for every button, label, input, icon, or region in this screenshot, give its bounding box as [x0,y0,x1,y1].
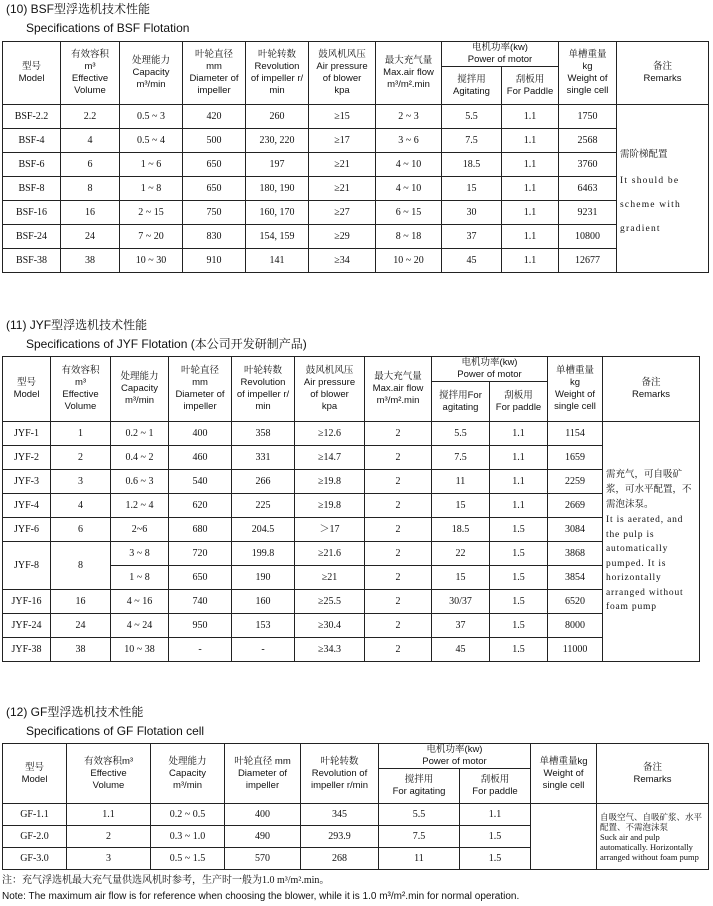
cell: BSF-4 [3,129,61,153]
cell: 1.1 [490,470,548,494]
cell: 2 ~ 15 [120,201,183,225]
jyf-th-model: 型号 Model [3,357,51,422]
cell: 5.5 [432,422,490,446]
bsf-th-agitating: 搅拌用 Agitating [442,67,502,105]
bsf-th-diameter: 叶轮直径 mm Diameter of impeller [183,42,246,105]
cell: 6 ~ 15 [376,201,442,225]
jyf-th-weight: 单槽重量 kg Weight of single cell [548,357,603,422]
cell: GF-3.0 [3,848,67,870]
cell [531,804,597,870]
bsf-title-cn: (10) BSF型浮选机技术性能 [6,2,151,16]
bsf-remarks-cell [617,105,709,273]
gf-th-weight: 单槽重量kg Weight of single cell [531,744,597,804]
cell: 2 [365,542,432,566]
cell: 2.2 [61,105,120,129]
cell: 1.1 [67,804,151,826]
cell: 3 [67,848,151,870]
cell: 1.1 [490,494,548,518]
bsf-th-remarks: 备注 Remarks [617,42,709,105]
cell: 6 [51,518,111,542]
gf-th-volume: 有效容积m³ Effective Volume [67,744,151,804]
cell: 358 [232,422,295,446]
cell: 22 [432,542,490,566]
cell: 2 [365,470,432,494]
cell: 720 [169,542,232,566]
cell: ≥21.6 [295,542,365,566]
cell: ≥27 [309,201,376,225]
cell: 1.5 [490,542,548,566]
table-row [3,201,709,225]
cell: 2259 [548,470,603,494]
cell: 1.1 [460,804,531,826]
jyf-remark-en: It is aerated, and the pulp is automatically pumped. It is horizontally arranged without foam pump [606,515,684,613]
cell: 153 [232,614,295,638]
cell: 0.6 ~ 3 [111,470,169,494]
note-cn: 注：充气浮选机最大充气量供选风机时参考，生产时一般为1.0 m³/m².min。 [2,875,330,886]
bsf-remark-en: It should be scheme with gradient [620,176,681,234]
gf-th-capacity: 处理能力 Capacity m³/min [151,744,225,804]
cell: JYF-1 [3,422,51,446]
jyf-th-volume: 有效容积 m³ Effective Volume [51,357,111,422]
cell: 3 ~ 8 [111,542,169,566]
cell: 1.1 [502,153,559,177]
cell: 1.1 [502,177,559,201]
cell: 1 ~ 8 [120,177,183,201]
cell: 8 [51,542,111,590]
cell: 266 [232,470,295,494]
table-row [3,422,700,446]
cell: 199.8 [232,542,295,566]
cell: 1750 [559,105,617,129]
cell: 1 [51,422,111,446]
gf-remark-en: Suck air and pulp automatically. Horizontally arranged without foam pump [600,831,699,862]
cell: 2 [365,566,432,590]
cell: 204.5 [232,518,295,542]
cell: 7.5 [432,446,490,470]
cell: 293.9 [301,826,379,848]
bsf-th-paddle: 刮板用 For Paddle [502,67,559,105]
gf-th-agitating: 搅拌用 For agitating [379,769,460,804]
cell: 154, 159 [246,225,309,249]
cell: 420 [183,105,246,129]
cell: 18.5 [442,153,502,177]
cell: 460 [169,446,232,470]
cell: 620 [169,494,232,518]
cell: 3868 [548,542,603,566]
bsf-th-revolution: 叶轮转数 Revolution of impeller r/ min [246,42,309,105]
jyf-spec-table [2,356,700,662]
table-row [3,225,709,249]
cell: 1.5 [490,518,548,542]
table-row [3,542,700,566]
cell: 225 [232,494,295,518]
cell: BSF-24 [3,225,61,249]
gf-th-model: 型号 Model [3,744,67,804]
cell: 345 [301,804,379,826]
table-row [3,590,700,614]
cell: 1.5 [490,638,548,662]
cell: 10 ~ 30 [120,249,183,273]
cell: 7.5 [442,129,502,153]
cell: 160 [232,590,295,614]
cell: 45 [432,638,490,662]
table-row [3,177,709,201]
table-row [3,105,709,129]
table-row [3,249,709,273]
cell: ≥29 [309,225,376,249]
cell: 1659 [548,446,603,470]
cell: ≥14.7 [295,446,365,470]
cell: 190 [232,566,295,590]
jyf-th-power: 电机功率(kw) Power of motor [432,357,548,382]
cell: 15 [432,494,490,518]
cell: 0.2 ~ 0.5 [151,804,225,826]
cell: 16 [51,590,111,614]
cell: 1.2 ~ 4 [111,494,169,518]
cell: 11000 [548,638,603,662]
cell: 1.1 [502,105,559,129]
cell: 12677 [559,249,617,273]
cell: JYF-6 [3,518,51,542]
cell: 400 [169,422,232,446]
cell: ≥12.6 [295,422,365,446]
cell: ≥34.3 [295,638,365,662]
cell: 6 [61,153,120,177]
cell: ≥19.8 [295,494,365,518]
cell: BSF-6 [3,153,61,177]
jyf-header-row-1 [3,357,700,382]
cell: BSF-2.2 [3,105,61,129]
cell: 2 ~ 3 [376,105,442,129]
cell: 1 ~ 6 [120,153,183,177]
jyf-title-en: Specifications of JYF Flotation (本公司开发研制产品) [26,337,307,351]
jyf-title-cn: (11) JYF型浮选机技术性能 [6,318,148,332]
gf-title-en: Specifications of GF Flotation cell [26,724,205,738]
cell: 10800 [559,225,617,249]
bsf-th-capacity: 处理能力 Capacity m³/min [120,42,183,105]
cell: 18.5 [432,518,490,542]
jyf-th-paddle: 刮板用 For paddle [490,382,548,422]
cell: 680 [169,518,232,542]
cell: 2 [365,494,432,518]
cell: ≥15 [309,105,376,129]
table-row [3,470,700,494]
cell: 490 [225,826,301,848]
cell: 650 [183,153,246,177]
cell: 0.3 ~ 1.0 [151,826,225,848]
jyf-th-diameter: 叶轮直径 mm Diameter of impeller [169,357,232,422]
cell: 750 [183,201,246,225]
cell: 1.1 [502,201,559,225]
table-row [3,129,709,153]
cell: ≥17 [309,129,376,153]
gf-spec-table [2,743,709,870]
cell: 7 ~ 20 [120,225,183,249]
cell: 2 [365,614,432,638]
cell: 2 [365,638,432,662]
cell: 400 [225,804,301,826]
cell: 6463 [559,177,617,201]
cell: 0.4 ~ 2 [111,446,169,470]
note-en: Note: The maximum air flow is for reference when choosing the blower, while it is 1.0 m³/m².min for normal operation. [2,891,520,902]
table-row [3,638,700,662]
cell: 38 [51,638,111,662]
cell: 37 [442,225,502,249]
cell: 540 [169,470,232,494]
cell: 141 [246,249,309,273]
bsf-th-weight: 单槽重量 kg Weight of single cell [559,42,617,105]
cell: 230, 220 [246,129,309,153]
cell: 1.1 [502,225,559,249]
cell: ≥19.8 [295,470,365,494]
bsf-remark-cn: 需阶梯配置 [620,150,668,160]
bsf-th-pressure: 鼓风机风压 Air pressure of blower kpa [309,42,376,105]
cell: JYF-3 [3,470,51,494]
cell: 1 ~ 8 [111,566,169,590]
cell: 4 ~ 24 [111,614,169,638]
cell: GF-2.0 [3,826,67,848]
cell: 570 [225,848,301,870]
cell: 2~6 [111,518,169,542]
cell: JYF-8 [3,542,51,590]
cell: BSF-8 [3,177,61,201]
cell: 3084 [548,518,603,542]
cell: 45 [442,249,502,273]
cell: ＞17 [295,518,365,542]
bsf-header-row-1 [3,42,709,67]
cell: JYF-4 [3,494,51,518]
cell: 950 [169,614,232,638]
cell: 740 [169,590,232,614]
cell: 197 [246,153,309,177]
cell: 3 ~ 6 [376,129,442,153]
cell: JYF-2 [3,446,51,470]
table-row [3,494,700,518]
table-row [3,446,700,470]
cell: 4 ~ 16 [111,590,169,614]
cell: ≥30.4 [295,614,365,638]
cell: 9231 [559,201,617,225]
cell: 910 [183,249,246,273]
bsf-title-en: Specifications of BSF Flotation [26,21,190,35]
gf-th-revolution: 叶轮转数 Revolution of impeller r/min [301,744,379,804]
cell: 1.1 [502,129,559,153]
cell: 5.5 [442,105,502,129]
cell: 1.5 [490,566,548,590]
cell: 0.5 ~ 3 [120,105,183,129]
cell: 0.5 ~ 1.5 [151,848,225,870]
cell: 1.1 [490,446,548,470]
cell: 1.5 [460,826,531,848]
table-row [3,153,709,177]
cell: 1.5 [490,590,548,614]
cell: 8 [61,177,120,201]
cell: 2 [365,422,432,446]
cell: 500 [183,129,246,153]
cell: 2 [365,518,432,542]
cell: ≥21 [309,177,376,201]
cell: 4 [61,129,120,153]
bsf-th-model: 型号 Model [3,42,61,105]
cell: 180, 190 [246,177,309,201]
cell: 37 [432,614,490,638]
cell: 10 ~ 20 [376,249,442,273]
cell: ≥21 [295,566,365,590]
cell: 1154 [548,422,603,446]
cell: 15 [442,177,502,201]
cell: ≥21 [309,153,376,177]
cell: 2 [51,446,111,470]
cell: 8 ~ 18 [376,225,442,249]
bsf-th-volume: 有效容积 m³ Effective Volume [61,42,120,105]
cell: 2669 [548,494,603,518]
bsf-th-airflow: 最大充气量 Max.air flow m³/m².min [376,42,442,105]
gf-th-remarks: 备注 Remarks [597,744,709,804]
table-row [3,614,700,638]
cell: 2 [365,590,432,614]
cell: 650 [183,177,246,201]
cell: JYF-24 [3,614,51,638]
cell: 1.1 [502,249,559,273]
gf-th-diameter: 叶轮直径 mm Diameter of impeller [225,744,301,804]
cell: BSF-38 [3,249,61,273]
jyf-th-pressure: 鼓风机风压 Air pressure of blower kpa [295,357,365,422]
gf-th-power: 电机功率(kw) Power of motor [379,744,531,769]
cell: 1.1 [490,422,548,446]
cell: 268 [301,848,379,870]
cell: 260 [246,105,309,129]
cell: 3 [51,470,111,494]
cell: 11 [379,848,460,870]
cell: 8000 [548,614,603,638]
cell: 16 [61,201,120,225]
cell: 650 [169,566,232,590]
cell: GF-1.1 [3,804,67,826]
cell: 6520 [548,590,603,614]
cell: 11 [432,470,490,494]
cell: 3854 [548,566,603,590]
cell: 830 [183,225,246,249]
cell: ≥25.5 [295,590,365,614]
cell: 5.5 [379,804,460,826]
cell: 24 [51,614,111,638]
cell: 3760 [559,153,617,177]
jyf-th-remarks: 备注 Remarks [603,357,700,422]
cell: - [169,638,232,662]
cell: 1.5 [490,614,548,638]
cell: JYF-16 [3,590,51,614]
cell: 160, 170 [246,201,309,225]
bsf-spec-table [2,41,709,273]
gf-remark-cn: 自吸空气、自吸矿浆、水平配置、不需泡沫泵 [600,811,703,832]
cell: 0.5 ~ 4 [120,129,183,153]
cell: 2 [67,826,151,848]
table-row [3,804,709,826]
jyf-remark-cn: 需充气，可自吸矿浆，可水平配置，不需泡沫泵。 [606,470,692,511]
cell: 2568 [559,129,617,153]
cell: 331 [232,446,295,470]
cell: 4 [51,494,111,518]
cell: BSF-16 [3,201,61,225]
cell: 4 ~ 10 [376,177,442,201]
cell: 7.5 [379,826,460,848]
gf-remarks-cell [597,804,709,870]
cell: 30/37 [432,590,490,614]
cell: 0.2 ~ 1 [111,422,169,446]
cell: 38 [61,249,120,273]
cell: 1.5 [460,848,531,870]
gf-title-cn: (12) GF型浮选机技术性能 [6,705,144,719]
cell: 30 [442,201,502,225]
cell: 2 [365,446,432,470]
jyf-th-airflow: 最大充气量 Max.air flow m³/m².min [365,357,432,422]
cell: ≥34 [309,249,376,273]
cell: 24 [61,225,120,249]
gf-header-row-1 [3,744,709,769]
cell: JYF-38 [3,638,51,662]
cell: 4 ~ 10 [376,153,442,177]
jyf-remarks-cell [603,422,700,662]
jyf-th-agitating: 搅拌用For agitating [432,382,490,422]
jyf-th-revolution: 叶轮转数 Revolution of impeller r/ min [232,357,295,422]
cell: - [232,638,295,662]
bsf-th-power: 电机功率(kw) Power of motor [442,42,559,67]
jyf-th-capacity: 处理能力 Capacity m³/min [111,357,169,422]
table-row [3,518,700,542]
cell: 10 ~ 38 [111,638,169,662]
cell: 15 [432,566,490,590]
gf-th-paddle: 刮板用 For paddle [460,769,531,804]
